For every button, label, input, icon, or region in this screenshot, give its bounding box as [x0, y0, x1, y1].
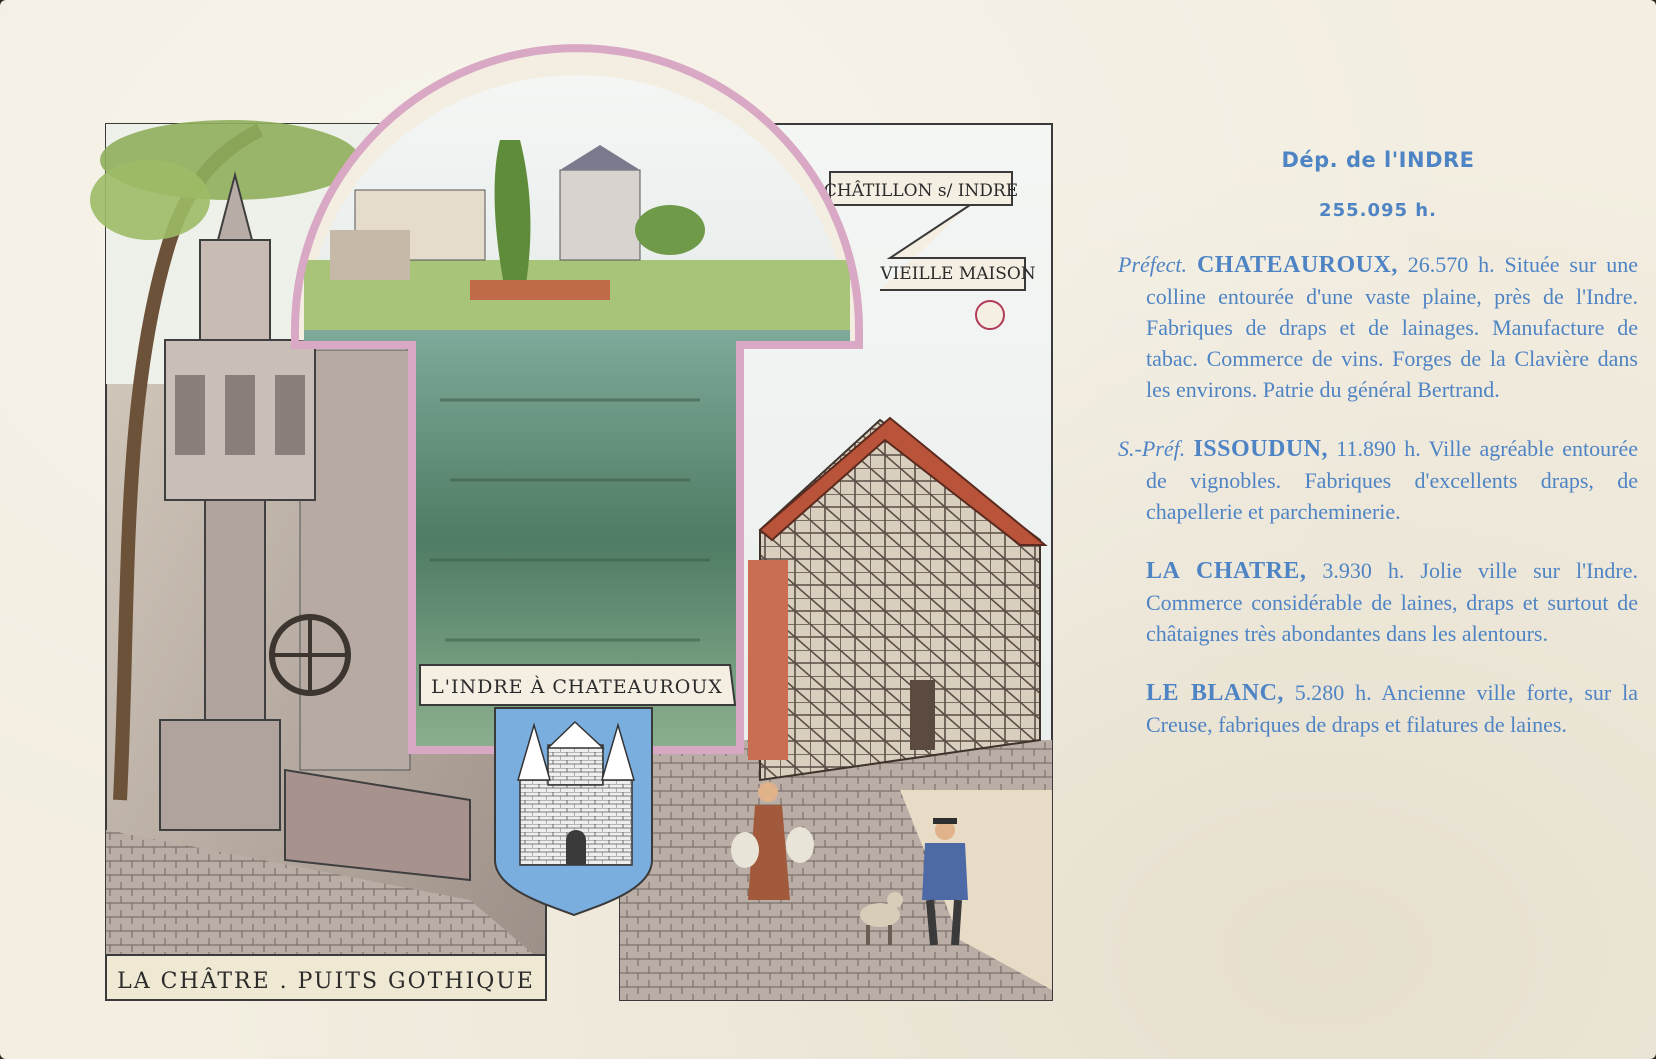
entry-le-blanc	[1118, 677, 1638, 740]
department-title: Dép. de l'INDRE	[1281, 148, 1475, 172]
entry-town: LE BLANC,	[1146, 680, 1284, 706]
entry-town: LA CHATRE,	[1146, 558, 1307, 584]
entry-text: 3.930 h. Jolie ville sur l'Indre. Commerce considérable de laines, draps et surtout de châtaignes très abondantes dans les alentours.	[1146, 558, 1638, 646]
entry-rank: S.-Préf.	[1118, 436, 1186, 461]
entry-la-chatre	[1118, 555, 1638, 649]
text-panel	[1118, 140, 1638, 740]
entry-text: 5.280 h. Ancienne ville forte, sur la Creuse, fabriques de draps et filatures de laines.	[1146, 680, 1638, 737]
entry-town: CHATEAUROUX,	[1196, 252, 1398, 278]
entry-text: 11.890 h. Ville agréable entourée de vignobles. Fabriques d'excellents draps, de chapellerie et parcheminerie.	[1146, 436, 1638, 524]
indre-chateauroux-caption: L'INDRE À CHATEAUROUX	[431, 676, 723, 698]
entry-text: 26.570 h. Située sur une colline entourée d'une vaste plaine, près de l'Indre. Fabriques de draps et de lainages. Manufacture de tabac. Commerce de vins. Forges de la Clavière dans les environs. Patrie du général Bertrand.	[1146, 252, 1638, 402]
entry-town: ISSOUDUN,	[1193, 436, 1328, 462]
la-chatre-caption: LA CHÂTRE . PUITS GOTHIQUE	[117, 969, 535, 994]
entry-rank: Préfect.	[1118, 252, 1188, 277]
vieille-maison-caption: VIEILLE MAISON	[880, 264, 1036, 284]
entry-issoudun	[1118, 433, 1638, 527]
entry-chateauroux	[1118, 249, 1638, 405]
chatillon-caption: CHÂTILLON s/ INDRE	[823, 181, 1019, 201]
coat-of-arms	[495, 708, 652, 915]
department-population: 255.095 h.	[1319, 200, 1437, 221]
